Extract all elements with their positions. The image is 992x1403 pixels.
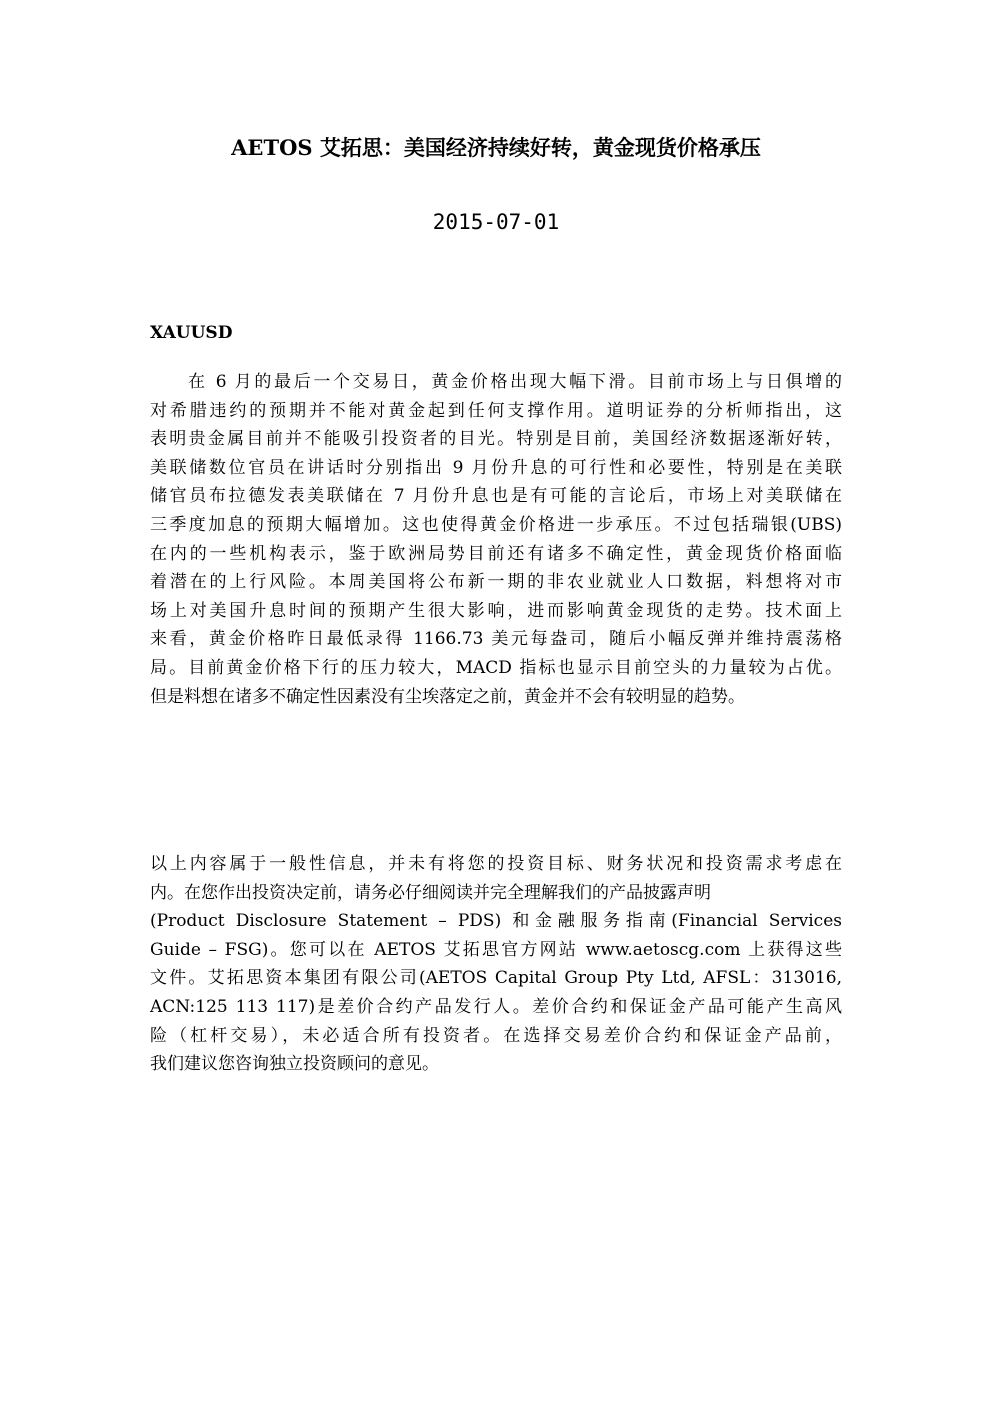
disclaimer-line: 我们建议您咨询独立投资顾问的意见。	[150, 1054, 439, 1075]
article-body	[150, 368, 842, 711]
body-line: 三季度加息的预期大幅增加。这也使得黄金价格进一步承压。不过包括瑞银(UBS)	[150, 514, 842, 535]
disclaimer	[150, 850, 842, 1079]
disclaimer-line: ACN:125 113 117)是差价合约产品发行人。差价合约和保证金产品可能产生高风	[150, 996, 842, 1017]
body-line: 来看，黄金价格昨日最低录得 1166.73 美元每盎司，随后小幅反弹并维持震荡格	[150, 629, 842, 650]
body-line: 对希腊违约的预期并不能对黄金起到任何支撑作用。道明证券的分析师指出，这	[150, 400, 842, 421]
body-line: 但是料想在诸多不确定性因素没有尘埃落定之前，黄金并不会有较明显的趋势。	[150, 686, 745, 707]
body-line: 局。目前黄金价格下行的压力较大，MACD 指标也显示目前空头的力量较为占优。	[150, 657, 842, 678]
body-line: 美联储数位官员在讲话时分别指出 9 月份升息的可行性和必要性，特别是在美联	[150, 457, 842, 478]
disclaimer-line: 以上内容属于一般性信息，并未有将您的投资目标、财务状况和投资需求考虑在	[150, 854, 842, 874]
disclaimer-line: Guide – FSG)。您可以在 AETOS 艾拓思官方网站 www.aetoscg.com 上获得这些	[150, 939, 842, 960]
disclaimer-line: (Product Disclosure Statement – PDS) 和金融服务指南(Financial Services	[150, 911, 842, 932]
disclaimer-line: 文件。艾拓思资本集团有限公司(AETOS Capital Group Pty Ltd, AFSL：313016,	[150, 968, 842, 989]
body-line: 在 6 月的最后一个交易日，黄金价格出现大幅下滑。目前市场上与日俱增的	[188, 372, 842, 392]
body-line: 储官员布拉德发表美联储在 7 月份升息也是有可能的言论后，市场上对美联储在	[150, 486, 842, 507]
document-title: AETOS 艾拓思：美国经济持续好转，黄金现货价格承压	[231, 135, 761, 160]
document-date: 2015-07-01	[432, 210, 560, 234]
disclaimer-line: 险（杠杆交易），未必适合所有投资者。在选择交易差价合约和保证金产品前，	[150, 1025, 842, 1046]
body-line: 场上对美国升息时间的预期产生很大影响，进而影响黄金现货的走势。技术面上	[150, 600, 842, 621]
instrument-symbol: XAUUSD	[150, 323, 233, 343]
body-line: 着潜在的上行风险。本周美国将公布新一期的非农业就业人口数据，料想将对市	[150, 572, 842, 593]
body-line: 在内的一些机构表示，鉴于欧洲局势目前还有诸多不确定性，黄金现货价格面临	[150, 543, 842, 564]
disclaimer-line: 内。在您作出投资决定前，请务必仔细阅读并完全理解我们的产品披露声明	[150, 882, 711, 903]
body-line: 表明贵金属目前并不能吸引投资者的目光。特别是目前，美国经济数据逐渐好转，	[150, 429, 842, 450]
